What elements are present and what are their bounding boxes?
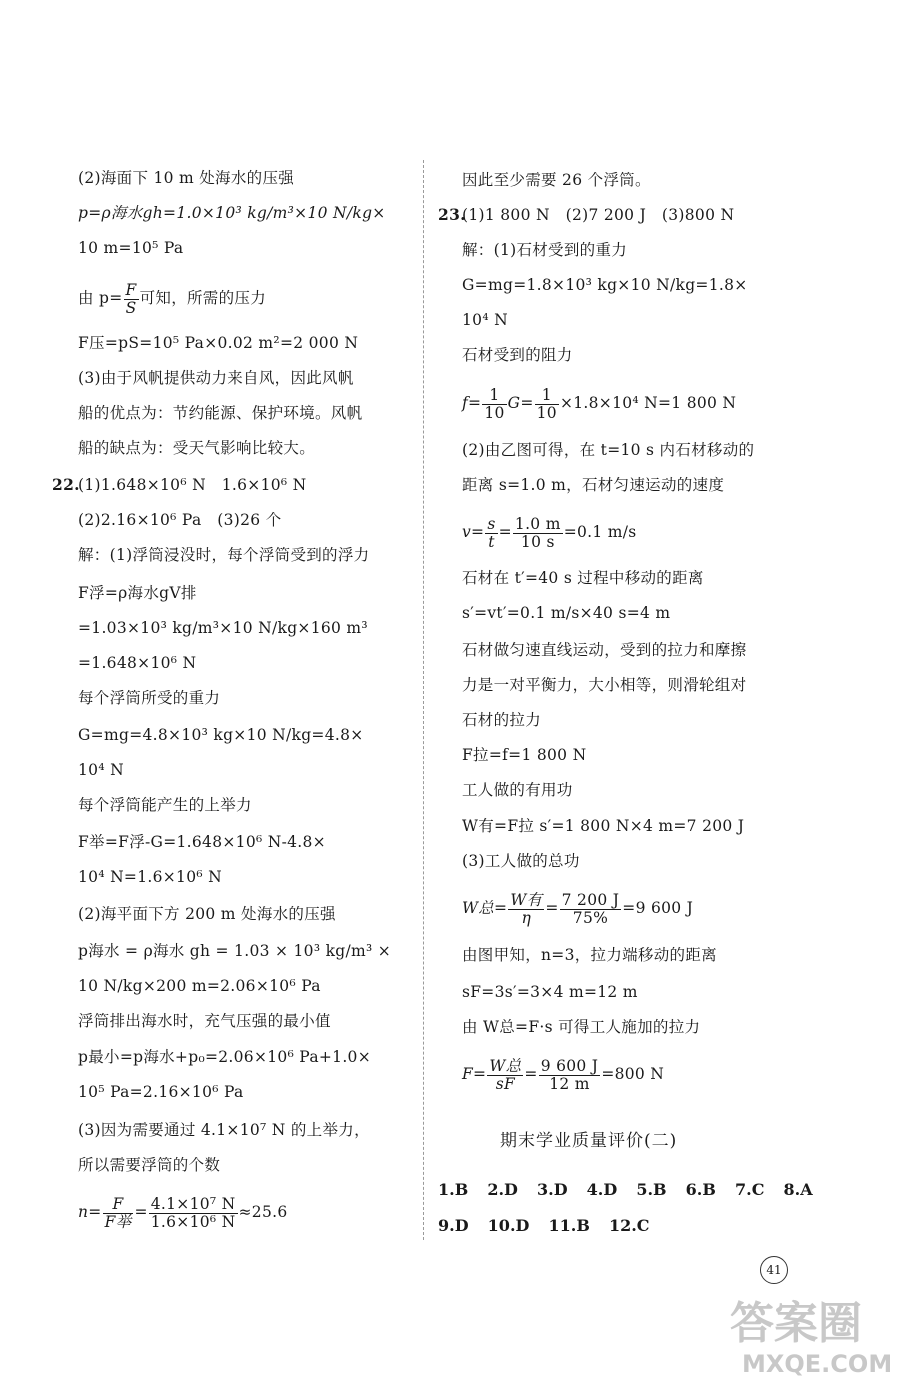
text-line: 力是一对平衡力，大小相等，则滑轮组对 — [462, 676, 747, 694]
text-line: (3)工人做的总功 — [462, 852, 580, 870]
answer-item: 1.B — [438, 1180, 469, 1199]
text-line: 船的缺点为：受天气影响比较大。 — [78, 439, 316, 457]
formula-line: p海水 = ρ海水 gh = 1.03 × 10³ kg/m³ × — [78, 942, 392, 960]
formula-line: 10⁴ N=1.6×10⁶ N — [78, 868, 222, 886]
formula-line: 10 N/kg×200 m=2.06×10⁶ Pa — [78, 977, 321, 995]
formula-line: W有=F拉 s′=1 800 N×4 m=7 200 J — [462, 817, 745, 835]
formula-line: 由 p= $\frac{F}{S}$ 可知，所需的压力 — [78, 280, 267, 317]
text-line: 解：(1)石材受到的重力 — [462, 241, 628, 259]
formula-line: 10 m=10⁵ Pa — [78, 239, 184, 257]
formula-line: =1.648×10⁶ N — [78, 654, 197, 672]
formula-line: v= $\frac{s}{t}$ = $\frac{1.0 m}{10 s}$ =0.1 m/s — [462, 514, 637, 551]
formula-line: F拉=f=1 800 N — [462, 746, 587, 764]
answer-item: 9.D — [438, 1216, 469, 1235]
formula-line: 10⁵ Pa=2.16×10⁶ Pa — [78, 1083, 244, 1101]
answer-item: 3.D — [537, 1180, 568, 1199]
text-line: 石材做匀速直线运动，受到的拉力和摩擦 — [462, 641, 747, 659]
fraction: $\frac{1}{10}$ — [484, 385, 505, 422]
formula-line: G=mg=4.8×10³ kg×10 N/kg=4.8× — [78, 726, 364, 744]
answer-line: (1)1 800 N (2)7 200 J (3)800 N — [462, 206, 735, 224]
text-line: 因此至少需要 26 个浮筒。 — [462, 171, 651, 189]
fraction: $\frac{9 600 J}{12 m}$ — [540, 1056, 599, 1093]
text-line: 石材在 t′=40 s 过程中移动的距离 — [462, 569, 704, 587]
text-line: 每个浮筒能产生的上举力 — [78, 796, 252, 814]
fraction: $\frac{1.0 m}{10 s}$ — [514, 514, 561, 551]
fraction: $\frac{\text{W有}}{\eta}$ — [510, 890, 543, 927]
text-line: 解：(1)浮筒浸没时，每个浮筒受到的浮力 — [78, 546, 370, 564]
text-line: 船的优点为：节约能源、保护环境。风帆 — [78, 404, 363, 422]
formula-line: F举=F浮-G=1.648×10⁶ N-4.8× — [78, 833, 326, 851]
answer-item: 8.A — [783, 1180, 813, 1199]
text-line: 距离 s=1.0 m，石材匀速运动的速度 — [462, 476, 725, 494]
text-line: 石材受到的阻力 — [462, 346, 573, 364]
answer-item: 11.B — [548, 1216, 590, 1235]
formula-line: G=mg=1.8×10³ kg×10 N/kg=1.8× — [462, 276, 748, 294]
text-line: 所以需要浮筒的个数 — [78, 1156, 221, 1174]
text-line: 浮筒排出海水时，充气压强的最小值 — [78, 1012, 331, 1030]
formula-line: sF=3s′=3×4 m=12 m — [462, 983, 638, 1001]
text-line: 每个浮筒所受的重力 — [78, 689, 221, 707]
formula-line: 10⁴ N — [462, 311, 508, 329]
answer-item: 2.D — [487, 1180, 518, 1199]
formula-line: F压=pS=10⁵ Pa×0.02 m²=2 000 N — [78, 334, 359, 352]
fraction: $\frac{7 200 J}{75\%}$ — [561, 890, 620, 927]
formula-line: p最小=p海水+p₀=2.06×10⁶ Pa+1.0× — [78, 1048, 372, 1066]
answer-row — [438, 1216, 664, 1235]
fraction: $\frac{F}{\text{F举}}$ — [104, 1194, 132, 1231]
formula-line: n= $\frac{F}{\text{F举}}$ = $\frac{\text{4.1×10⁷ N}}{\text{1.6×10⁶ N}}$ ≈25.6 — [78, 1194, 288, 1231]
answer-line: (2)2.16×10⁶ Pa (3)26 个 — [78, 511, 282, 529]
answer-item: 4.D — [586, 1180, 618, 1199]
answer-item: 6.B — [685, 1180, 716, 1199]
fraction: $\frac{1}{10}$ — [536, 385, 557, 422]
answer-row — [438, 1180, 827, 1199]
watermark-text: 答案圈 — [730, 1298, 862, 1349]
watermark-logo — [720, 1290, 890, 1380]
fraction: $\frac{s}{t}$ — [487, 514, 496, 551]
text-line: 工人做的有用功 — [462, 781, 573, 799]
formula-line: W总= $\frac{\text{W有}}{\eta}$ = $\frac{7 200 J}{75\%}$ =9 600 J — [462, 890, 694, 927]
text-line: 石材的拉力 — [462, 711, 542, 729]
column-divider — [423, 160, 424, 1240]
formula-line: f= $\frac{1}{10}$ G= $\frac{1}{10}$ ×1.8×10⁴ N=1 800 N — [462, 385, 737, 422]
text-line: (3)因为需要通过 4.1×10⁷ N 的上举力， — [78, 1121, 370, 1139]
fraction: $\frac{F}{S}$ — [125, 280, 137, 317]
formula-line: p=ρ海水gh=1.0×10³ kg/m³×10 N/kg× — [78, 204, 386, 222]
formula-line: F浮=ρ海水gV排 — [78, 584, 197, 602]
answer-item: 7.C — [735, 1180, 765, 1199]
text-line: (2)由乙图可得，在 t=10 s 内石材移动的 — [462, 441, 755, 459]
formula-line: F= $\frac{\text{W总}}{sF}$ = $\frac{9 600 J}{12 m}$ =800 N — [462, 1056, 665, 1093]
text-line: (3)由于风帆提供动力来自风，因此风帆 — [78, 369, 354, 387]
text-line: (2)海平面下方 200 m 处海水的压强 — [78, 905, 336, 923]
page-number: 41 — [760, 1256, 788, 1284]
fraction: $\frac{\text{4.1×10⁷ N}}{\text{1.6×10⁶ N}}$ — [150, 1194, 236, 1231]
formula-line: s′=vt′=0.1 m/s×40 s=4 m — [462, 604, 671, 622]
answer-item: 10.D — [487, 1216, 530, 1235]
watermark-icon — [720, 1290, 890, 1380]
answer-item: 12.C — [608, 1216, 650, 1235]
section-title: 期末学业质量评价(二) — [500, 1131, 678, 1151]
text-line: 由 W总=F·s 可得工人施加的拉力 — [462, 1018, 701, 1036]
text-line: (2)海面下 10 m 处海水的压强 — [78, 169, 295, 187]
formula-line: 10⁴ N — [78, 761, 124, 779]
text-line: 由图甲知，n=3，拉力端移动的距离 — [462, 946, 717, 964]
question-number: 22. — [52, 475, 80, 494]
answer-item: 5.B — [636, 1180, 667, 1199]
watermark-url: MXQE.COM — [742, 1350, 890, 1378]
fraction: $\frac{\text{W总}}{sF}$ — [489, 1056, 522, 1093]
formula-line: =1.03×10³ kg/m³×10 N/kg×160 m³ — [78, 619, 368, 637]
question-number: 23. — [438, 205, 466, 224]
answer-line: (1)1.648×10⁶ N 1.6×10⁶ N — [78, 476, 307, 494]
